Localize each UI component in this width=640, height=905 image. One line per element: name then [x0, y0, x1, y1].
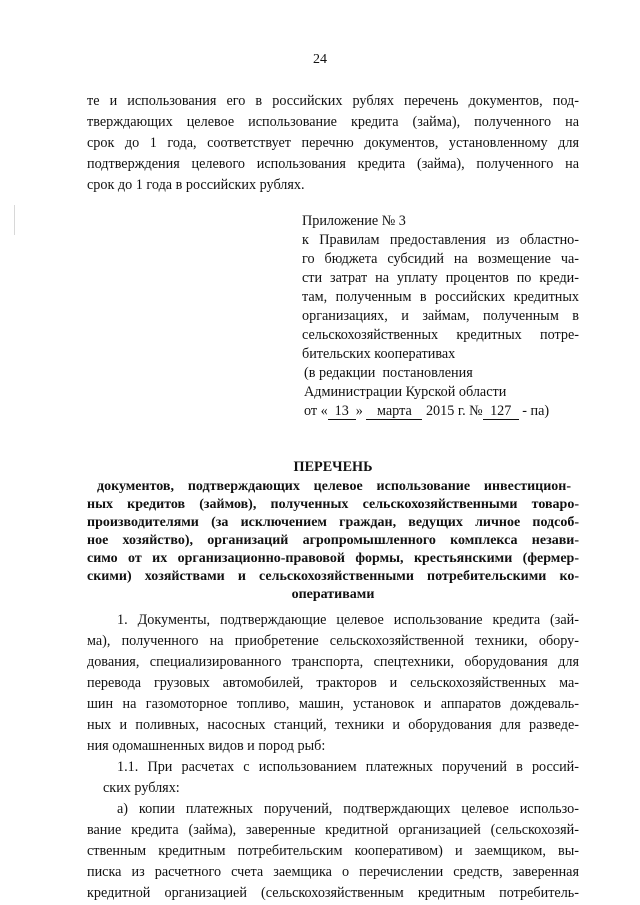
scan-margin-mark: [14, 205, 15, 235]
body-line: писка из расчетного счета заемщика о перечислении средств, заверенная: [87, 864, 579, 880]
date-year: 2015 г. №: [425, 403, 483, 419]
intro-line: срок до 1 года, соответствует перечню документов, установленному для: [87, 135, 579, 151]
subheading-line: ных кредитов (займов), полученных сельскохозяйственными товаро-: [87, 497, 579, 512]
date-prefix: от «: [304, 403, 328, 419]
subheading-line: скими) хозяйствами и сельскохозяйственными потребительскими ко-: [87, 569, 579, 584]
appendix-line: го бюджета субсидий на возмещение ча-: [302, 251, 579, 267]
body-line: перевода грузовых автомобилей, тракторов и сельскохозяйственных ма-: [87, 675, 579, 691]
appendix-line: бительских кооперативах: [302, 346, 456, 362]
appendix-line: к Правилам предоставления из областно-: [302, 232, 579, 248]
body-line: вание кредита (займа), заверенные кредитной организацией (сельскохозяй-: [87, 822, 579, 838]
body-line: кредитной организацией (сельскохозяйственным кредитным потребитель-: [87, 885, 579, 901]
body-line: ния одомашненных видов и пород рыб:: [87, 738, 326, 754]
document-heading: ПЕРЕЧЕНЬ: [293, 459, 373, 475]
body-line: ма), полученного на приобретение сельскохозяйственной техники, обору-: [87, 633, 579, 649]
page-number: 24: [313, 52, 327, 67]
intro-line: те и использования его в российских рублях перечень документов, под-: [87, 93, 579, 109]
appendix-line: там, полученным в российских кредитных: [302, 289, 579, 305]
date-mid: »: [355, 403, 363, 419]
appendix-line: сельскохозяйственных кредитных потре-: [302, 327, 579, 343]
body-line: 1. Документы, подтверждающие целевое использование кредита (зай-: [117, 612, 579, 628]
body-line: дования, специализированного транспорта, спецтехники, оборудования для: [87, 654, 579, 670]
date-line: [304, 402, 549, 421]
body-line: шин на газомоторное топливо, машин, установок и аппаратов дождеваль-: [87, 696, 579, 712]
date-month: марта: [366, 403, 422, 420]
intro-line: подтверждения целевого использования кредита (займа), полученного на: [87, 156, 579, 172]
date-number: 127: [483, 403, 519, 420]
body-line: ных и поливных, насосных станций, техники и оборудования для разведе-: [87, 717, 579, 733]
subheading-line: документов, подтверждающих целевое использование инвестицион-: [97, 479, 571, 494]
intro-line: срок до 1 года в российских рублях.: [87, 177, 305, 193]
subheading-line: оперативами: [291, 587, 375, 602]
date-suffix: - па): [522, 403, 550, 419]
subheading-line: производителями (за исключением граждан, ведущих личное подсоб-: [87, 515, 579, 530]
body-line: а) копии платежных поручений, подтверждающих целевое использо-: [117, 801, 579, 817]
body-line: ственным кредитным потребительским кооперативом) и заемщиком, вы-: [87, 843, 579, 859]
body-line: 1.1. При расчетах с использованием платежных поручений в россий-: [117, 759, 579, 775]
date-day: 13: [328, 403, 356, 420]
subheading-line: симо от их организационно-правовой формы, крестьянскими (фермер-: [87, 551, 579, 566]
admin-line: Администрации Курской области: [304, 384, 507, 400]
subheading-line: ное хозяйство), организаций агропромышленного комплекса незави-: [87, 533, 579, 548]
appendix-line: организациях, и займам, полученным в: [302, 308, 579, 324]
intro-line: тверждающих целевое использование кредита (займа), полученного на: [87, 114, 579, 130]
edition-line: (в редакции постановления: [304, 365, 473, 381]
body-line: ских рублях:: [103, 780, 180, 796]
appendix-line: сти затрат на уплату процентов по креди-: [302, 270, 579, 286]
appendix-title: Приложение № 3: [302, 213, 406, 229]
